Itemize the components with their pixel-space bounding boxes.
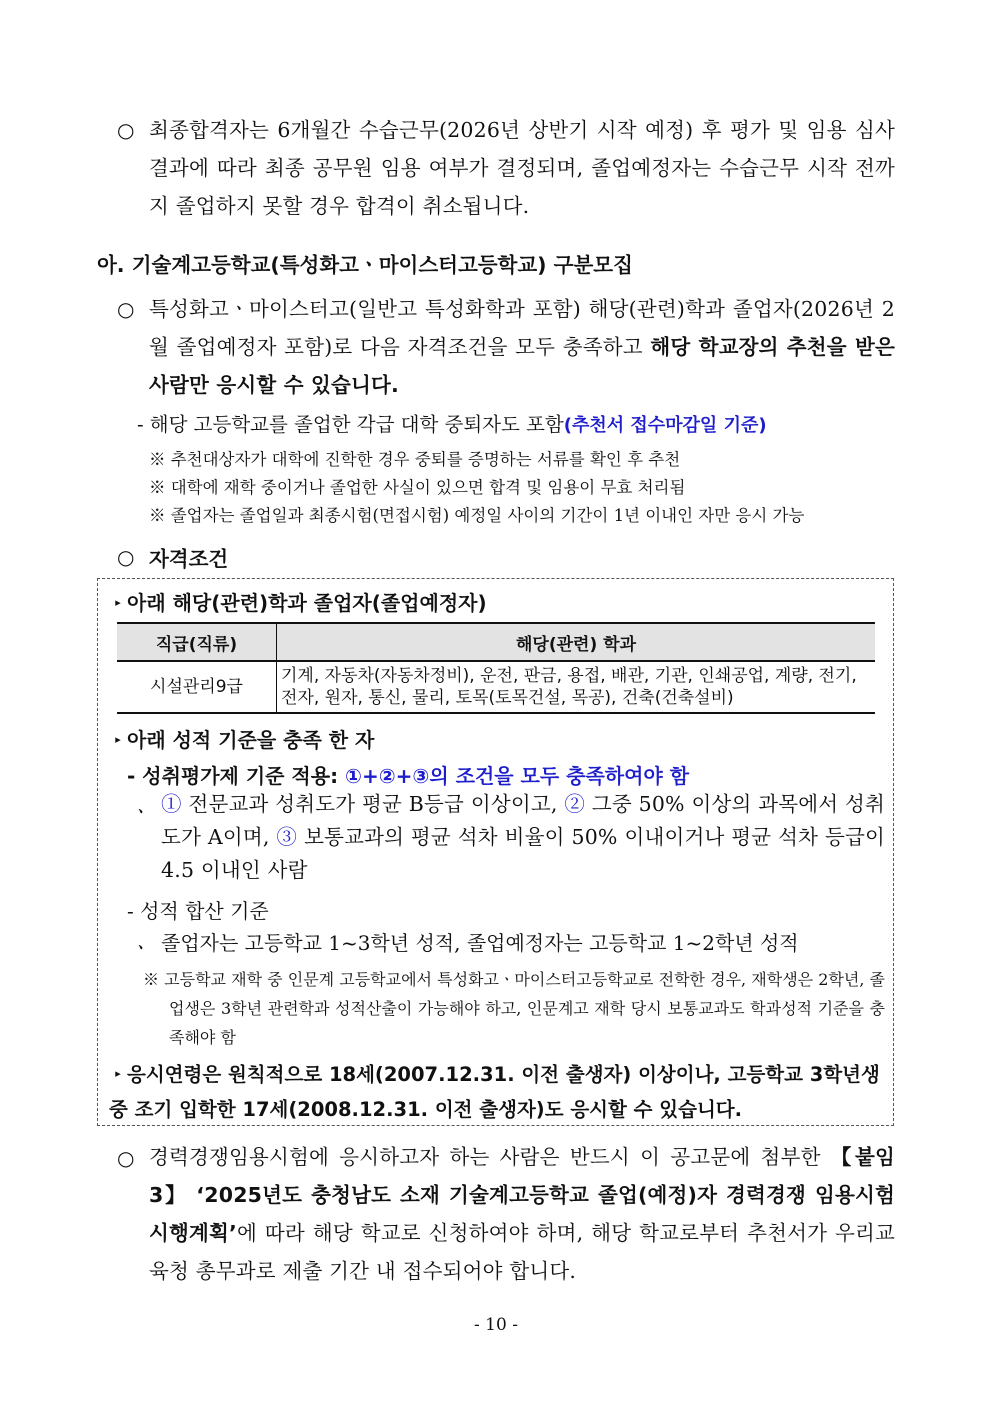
note-item: ※ 추천대상자가 대학에 진학한 경우 중퇴를 증명하는 서류를 확인 후 추천 [149,450,681,469]
eligibility-text: 특성화고ㆍ마이스터고(일반고 특성화학과 포함) 해당(관련)학과 졸업자(2026년 2월 졸업예정자 포함)로 다음 자격조건을 모두 충족하고 [149,297,895,359]
notes-list [149,446,895,530]
table-header-row [117,623,875,661]
grade-conditions [161,788,885,887]
criteria-condition: ①+②+③의 조건을 모두 충족하여야 함 [345,764,690,788]
section-heading: 아. 기술계고등학교(특성화고ㆍ마이스터고등학교) 구분모집 [97,253,633,277]
transfer-note: ※ 고등학교 재학 중 인문계 고등학교에서 특성화고ㆍ마이스터고등학교로 전학한 경우, 재학생은 2학년, 졸업생은 3학년 관련학과 성적산출이 가능해야 하고, 인문계고 재학 당시 보통교과도 학과성적 기준을 충족해야 함 [143,970,885,1047]
criteria-label: - 성취평가제 기준 적용: [127,764,346,788]
bullet-circle: ○ [117,1146,135,1170]
triangle-icon: ▸ [115,1066,121,1080]
condition-number: ③ [276,825,298,849]
paragraph-eligibility [149,290,895,404]
application-attachment: 【붙임3】 ‘2025년도 충청남도 소재 기술계고등학교 졸업(예정)자 경력경쟁 임용시험 시행계획’ [149,1145,895,1245]
eligibility-emphasis: 해당 학교장의 추천을 받은 사람만 응시할 수 있습니다. [149,335,896,397]
triangle-icon: ▸ [115,733,121,746]
sum-criteria-heading: - 성적 합산 기준 [127,899,269,923]
page-number: - 10 - [474,1315,518,1335]
table-header: 직급(직류) [117,623,277,661]
condition-text: 보통교과의 평균 석차 비율이 50% 이내이거나 평균 석차 등급이 4.5 이내인 사람 [161,825,885,882]
condition-number: ② [564,792,586,816]
box-heading-grades [109,724,374,753]
qualification-heading: 자격조건 [149,547,229,571]
box-heading-departments [109,587,487,616]
table-cell-departments: 기계, 자동차(자동차정비), 운전, 판금, 용접, 배관, 기관, 인쇄공업, 계량, 전기, 전자, 원자, 통신, 물리, 토목(토목건설, 목공), 건축(건축설비) [277,661,876,713]
sum-criteria-text: 졸업자는 고등학교 1~3학년 성적, 졸업예정자는 고등학교 1~2학년 성적 [161,931,799,955]
note-item: ※ 졸업자는 졸업일과 최종시험(면접시험) 예정일 사이의 기간이 1년 이내인 자만 응시 가능 [149,506,805,525]
heading-text: 아래 성적 기준을 충족 한 자 [127,728,375,752]
achievement-criteria [127,760,689,789]
condition-text: 전문교과 성취도가 평균 B등급 이상이고, [181,792,565,816]
dropout-text: - 해당 고등학교를 졸업한 각급 대학 중퇴자도 포함 [137,413,564,436]
application-text: 에 따라 해당 학교로 신청하여야 하며, 해당 학교로부터 추천서가 우리교육청 총무과로 제출 기간 내 접수되어야 합니다. [149,1221,895,1283]
dropout-note [137,409,767,437]
triangle-icon: ▸ [115,596,121,609]
age-requirement [109,1058,889,1127]
bullet-circle: ○ [117,118,135,142]
bullet-circle: ○ [117,297,135,321]
paragraph-probation: 최종합격자는 6개월간 수습근무(2026년 상반기 시작 예정) 후 평가 및 임용 심사 결과에 따라 최종 공무원 임용 여부가 결정되며, 졸업예정자는 수습근무 시작 전까지 졸업하지 못할 경우 합격이 취소됩니다. [149,118,895,218]
table-cell-grade: 시설관리9급 [117,661,277,713]
dot-bullet: ㆍ [131,800,151,824]
dropout-criteria: (추천서 접수마감일 기준) [563,415,767,436]
dot-bullet: ㆍ [131,936,151,960]
departments-table [117,622,875,714]
table-row [117,661,875,713]
age-text: 응시연령은 원칙적으로 18세(2007.12.31. 이전 출생자) 이상이나, 고등학교 3학년생 중 조기 입학한 17세(2008.12.31. 이전 출생자)도 응시할 수 있습니다. [109,1063,880,1121]
application-text: 경력경쟁임용시험에 응시하고자 하는 사람은 반드시 이 공고문에 첨부한 [149,1145,831,1169]
note-item: ※ 대학에 재학 중이거나 졸업한 사실이 있으면 합격 및 임용이 무효 처리됨 [149,478,686,497]
paragraph-application [149,1138,895,1290]
condition-number: ① [161,792,182,816]
table-header: 해당(관련) 학과 [277,623,876,661]
heading-text: 아래 해당(관련)학과 졸업자(졸업예정자) [127,591,487,615]
bullet-circle: ○ [117,545,135,569]
condition-text: 그중 50% 이상의 과목에서 성취도가 A이며, [161,792,886,849]
